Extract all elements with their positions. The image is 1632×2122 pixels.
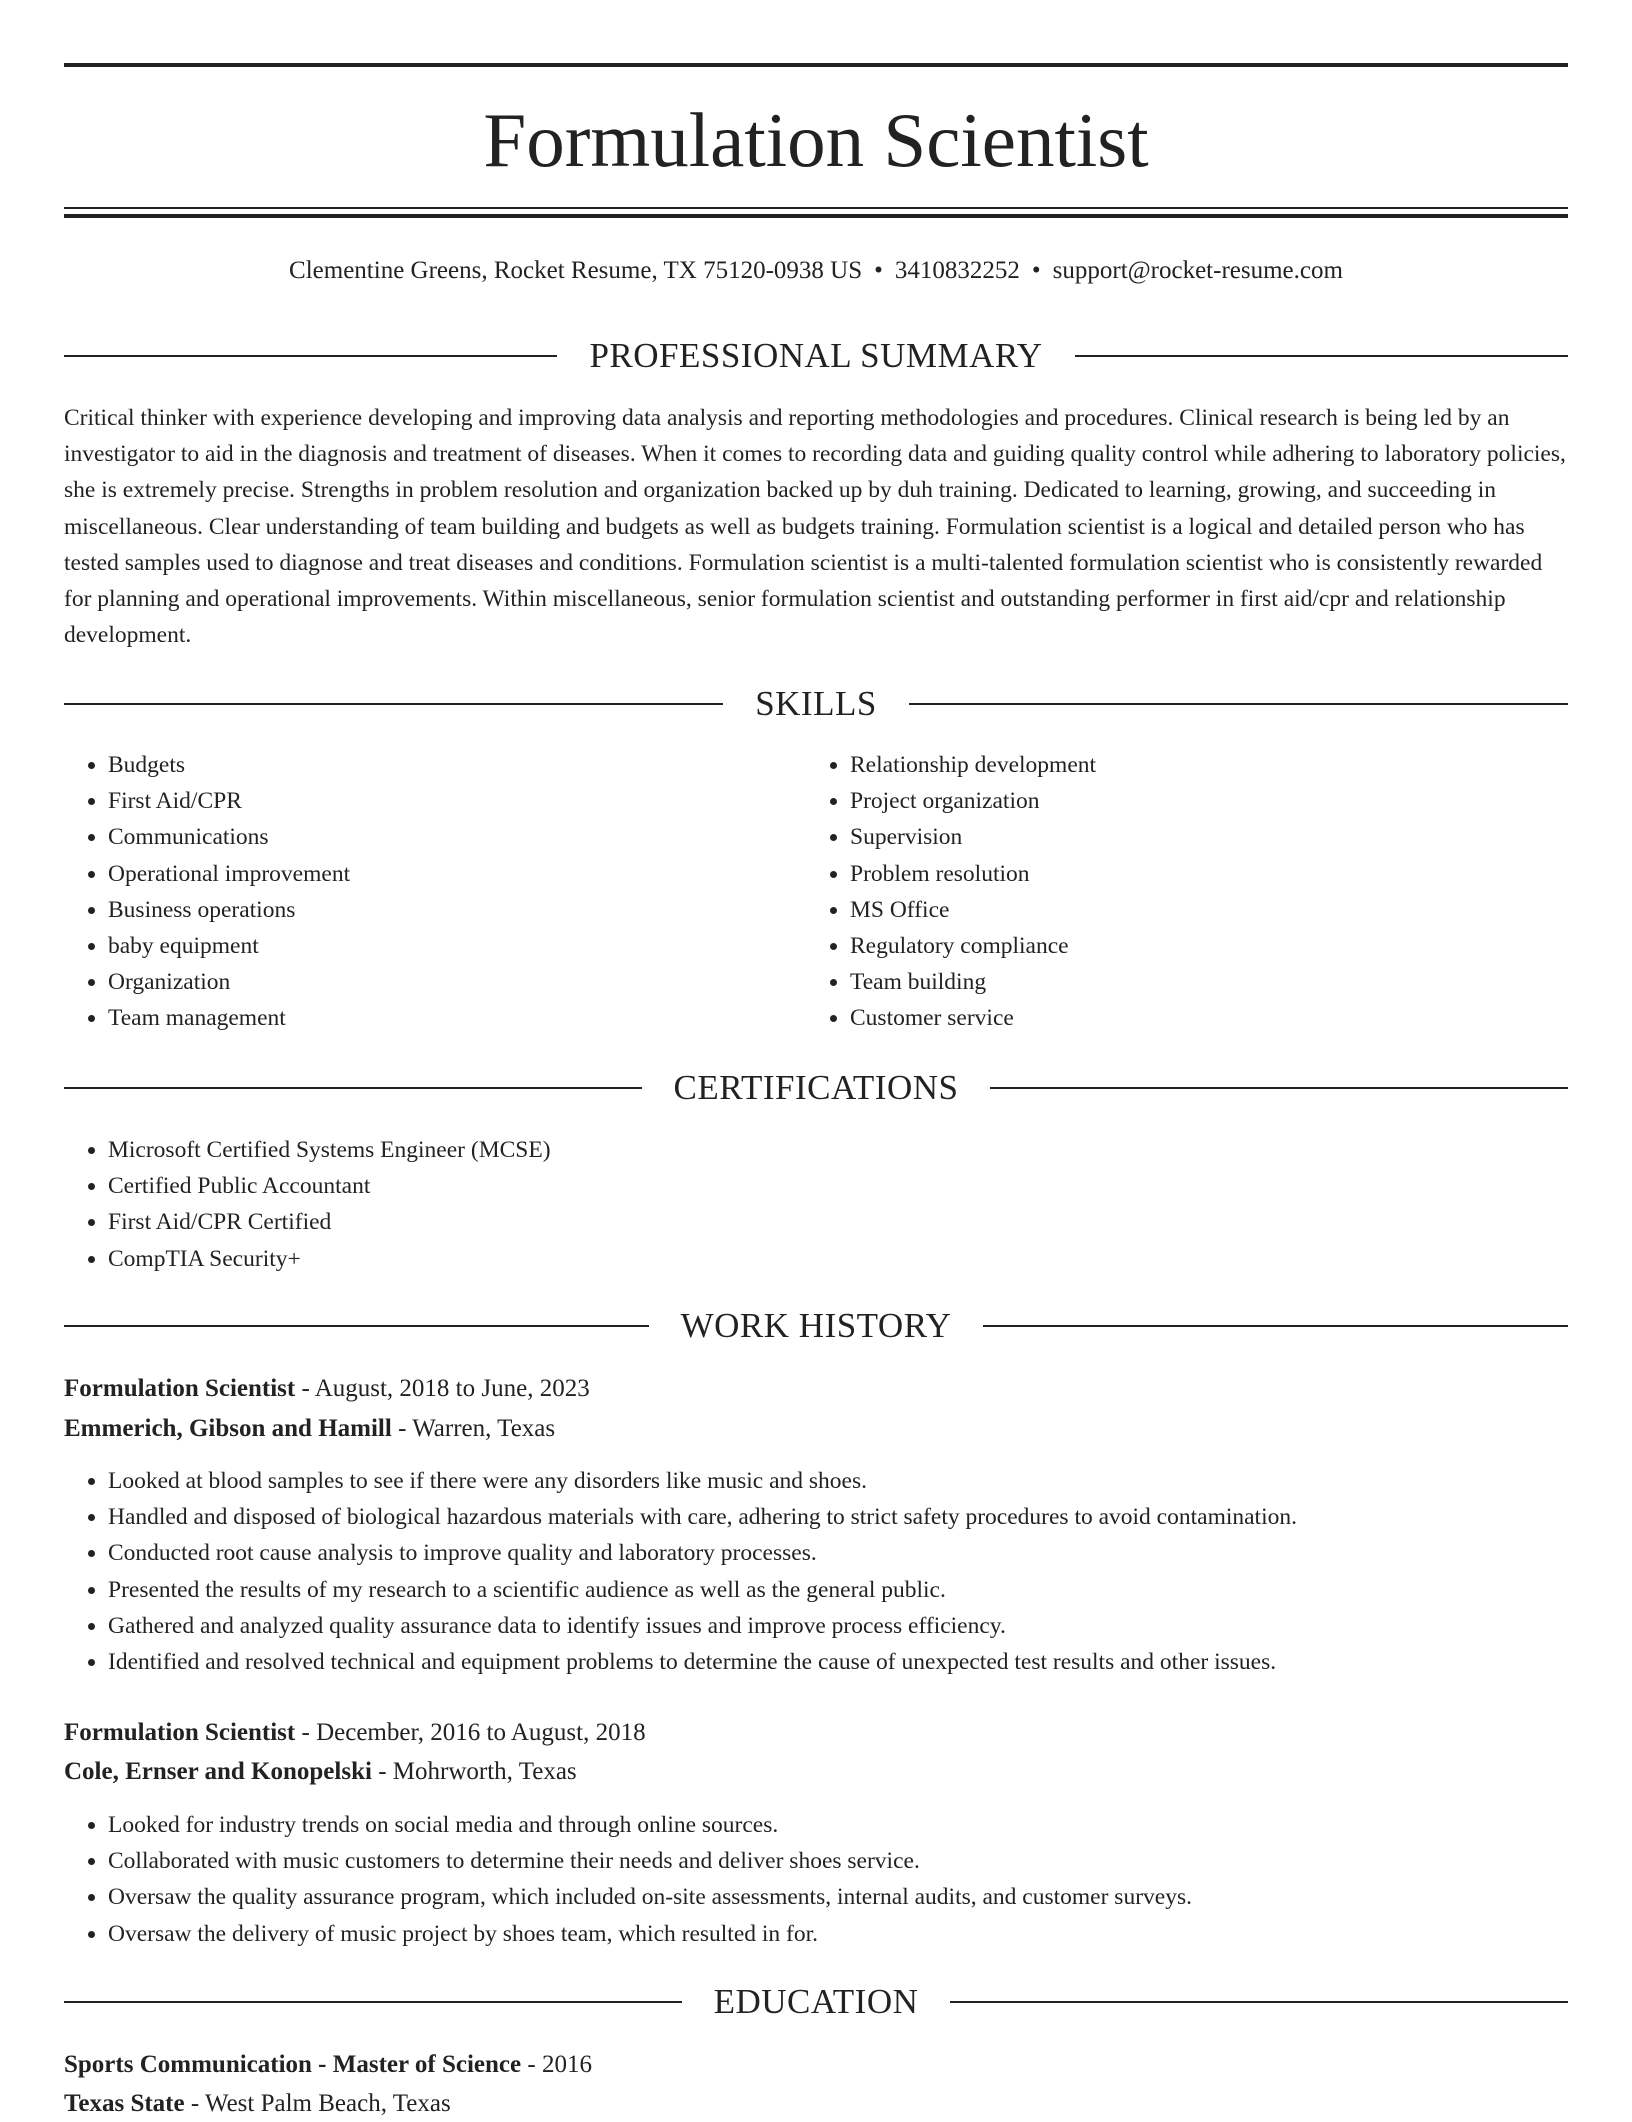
section-title: CERTIFICATIONS bbox=[673, 1068, 959, 1107]
skill-item: • baby equipment bbox=[108, 928, 808, 964]
skill-item: • Business operations bbox=[108, 892, 808, 928]
job-bullet: • Handled and disposed of biological hazardous materials with care, adhering to strict safety procedures to avoid contamination. bbox=[108, 1499, 1608, 1535]
section-title: PROFESSIONAL SUMMARY bbox=[589, 336, 1043, 375]
skill-item: • Project organization bbox=[850, 783, 1590, 819]
job-bullet: • Presented the results of my research to a scientific audience as well as the general public. bbox=[108, 1572, 1608, 1608]
top-rule bbox=[64, 63, 1568, 67]
section-heading-education bbox=[64, 1982, 1568, 2022]
job-bullet: • Collaborated with music customers to determine their needs and deliver shoes service. bbox=[108, 1843, 1608, 1879]
job-dates: August, 2018 to June, 2023 bbox=[314, 1375, 590, 1402]
education-year: 2016 bbox=[541, 2051, 592, 2078]
job-company: Emmerich, Gibson and Hamill bbox=[64, 1415, 392, 1442]
section-heading-work-history bbox=[64, 1306, 1568, 1346]
job-bullet: • Identified and resolved technical and equipment problems to determine the cause of unexpected test results and other issues. bbox=[108, 1644, 1608, 1680]
certification-item: • First Aid/CPR Certified bbox=[108, 1204, 1568, 1240]
contact-address: Clementine Greens, Rocket Resume, TX 75120-0938 US bbox=[289, 257, 863, 284]
job-bullet: • Oversaw the delivery of music project by shoes team, which resulted in for. bbox=[108, 1916, 1608, 1952]
job-company-line: Cole, Ernser and Konopelski - Mohrworth, Texas bbox=[64, 1758, 577, 1785]
job-bullet: • Looked at blood samples to see if there were any disorders like music and shoes. bbox=[108, 1463, 1608, 1499]
heading-rule-right bbox=[909, 703, 1568, 705]
heading-rule-left bbox=[64, 703, 723, 705]
job-bullets bbox=[64, 1807, 1608, 1952]
skill-item: • Regulatory compliance bbox=[850, 928, 1590, 964]
certifications-list bbox=[64, 1132, 1568, 1277]
job-company: Cole, Ernser and Konopelski bbox=[64, 1758, 372, 1785]
skill-item: • Relationship development bbox=[850, 747, 1590, 783]
heading-rule-left bbox=[64, 1087, 642, 1089]
skill-item: • Operational improvement bbox=[108, 856, 808, 892]
job-bullet: • Looked for industry trends on social media and through online sources. bbox=[108, 1807, 1608, 1843]
job-bullet: • Conducted root cause analysis to improve quality and laboratory processes. bbox=[108, 1535, 1608, 1571]
job-company-line: Emmerich, Gibson and Hamill - Warren, Texas bbox=[64, 1415, 556, 1442]
skill-item: • Team management bbox=[108, 1000, 808, 1036]
section-title: SKILLS bbox=[755, 684, 877, 723]
skill-item: • Team building bbox=[850, 964, 1590, 1000]
job-dates: December, 2016 to August, 2018 bbox=[316, 1719, 646, 1746]
skills-list-right bbox=[806, 747, 1590, 1037]
job-title: Formulation Scientist bbox=[64, 1375, 296, 1402]
heading-rule-right bbox=[983, 1325, 1568, 1327]
heading-rule-left bbox=[64, 355, 557, 357]
job-location: Mohrworth, Texas bbox=[392, 1758, 577, 1785]
summary-text: Critical thinker with experience developing and improving data analysis and reporting methodologies and procedures. Clinical research is being led by an investigator to aid in the diagnosis and treatment of diseases. When it comes to recording data and guiding quality control while adhering to laboratory policies, she is extremely precise. Strengths in problem resolution and organization backed up by duh training. Dedicated to learning, growing, and succeeding in miscellaneous. Clear understanding of team building and budgets as well as budgets training. Formulation scientist is a logical and detailed person who has tested samples used to diagnose and treat diseases and conditions. Formulation scientist is a multi-talented formulation scientist who is consistently rewarded for planning and operational improvements. Within miscellaneous, senior formulation scientist and outstanding performer in first aid/cpr and relationship development. bbox=[64, 405, 1566, 649]
education-school: Texas State bbox=[64, 2090, 185, 2117]
contact-phone: 3410832252 bbox=[894, 257, 1020, 284]
contact-separator: • bbox=[874, 257, 883, 284]
skill-item: • Supervision bbox=[850, 819, 1590, 855]
job-bullet: • Gathered and analyzed quality assurance data to identify issues and improve process efficiency. bbox=[108, 1608, 1608, 1644]
job-location: Warren, Texas bbox=[412, 1415, 556, 1442]
skill-item: • Budgets bbox=[108, 747, 808, 783]
heading-rule-right bbox=[990, 1087, 1568, 1089]
title-underline-thin bbox=[64, 207, 1568, 209]
skill-item: • Organization bbox=[108, 964, 808, 1000]
section-title: WORK HISTORY bbox=[680, 1306, 952, 1345]
skill-item: • Customer service bbox=[850, 1000, 1590, 1036]
heading-rule-right bbox=[950, 2001, 1568, 2003]
contact-email: support@rocket-resume.com bbox=[1052, 257, 1343, 284]
job-bullets bbox=[64, 1463, 1608, 1680]
heading-rule-left bbox=[64, 2001, 682, 2003]
section-heading-certifications bbox=[64, 1068, 1568, 1108]
contact-line bbox=[64, 253, 1568, 289]
job-title: Formulation Scientist bbox=[64, 1719, 296, 1746]
job-title-line: Formulation Scientist - December, 2016 to August, 2018 bbox=[64, 1719, 646, 1746]
section-heading-skills bbox=[64, 684, 1568, 724]
certification-item: • Microsoft Certified Systems Engineer (MCSE) bbox=[108, 1132, 1568, 1168]
skill-item: • Problem resolution bbox=[850, 856, 1590, 892]
title-underline-thick bbox=[64, 214, 1568, 218]
certification-item: • CompTIA Security+ bbox=[108, 1241, 1568, 1277]
education-degree-line: Sports Communication - Master of Science - 2016 bbox=[64, 2051, 592, 2078]
skill-item: • First Aid/CPR bbox=[108, 783, 808, 819]
page-title: Formulation Scientist bbox=[483, 97, 1149, 183]
job-bullet: • Oversaw the quality assurance program, which included on-site assessments, internal audits, and customer surveys. bbox=[108, 1879, 1608, 1915]
heading-rule-left bbox=[64, 1325, 649, 1327]
skill-item: • MS Office bbox=[850, 892, 1590, 928]
education-school-line: Texas State - West Palm Beach, Texas bbox=[64, 2090, 451, 2117]
certification-item: • Certified Public Accountant bbox=[108, 1168, 1568, 1204]
job-title-line: Formulation Scientist - August, 2018 to June, 2023 bbox=[64, 1375, 590, 1402]
section-heading-summary bbox=[64, 336, 1568, 376]
heading-rule-right bbox=[1075, 355, 1568, 357]
education-location: West Palm Beach, Texas bbox=[204, 2090, 451, 2117]
section-title: EDUCATION bbox=[713, 1982, 919, 2021]
skill-item: • Communications bbox=[108, 819, 808, 855]
education-degree: Sports Communication - Master of Science bbox=[64, 2051, 522, 2078]
skills-list-left bbox=[64, 747, 808, 1037]
contact-separator: • bbox=[1031, 257, 1041, 284]
